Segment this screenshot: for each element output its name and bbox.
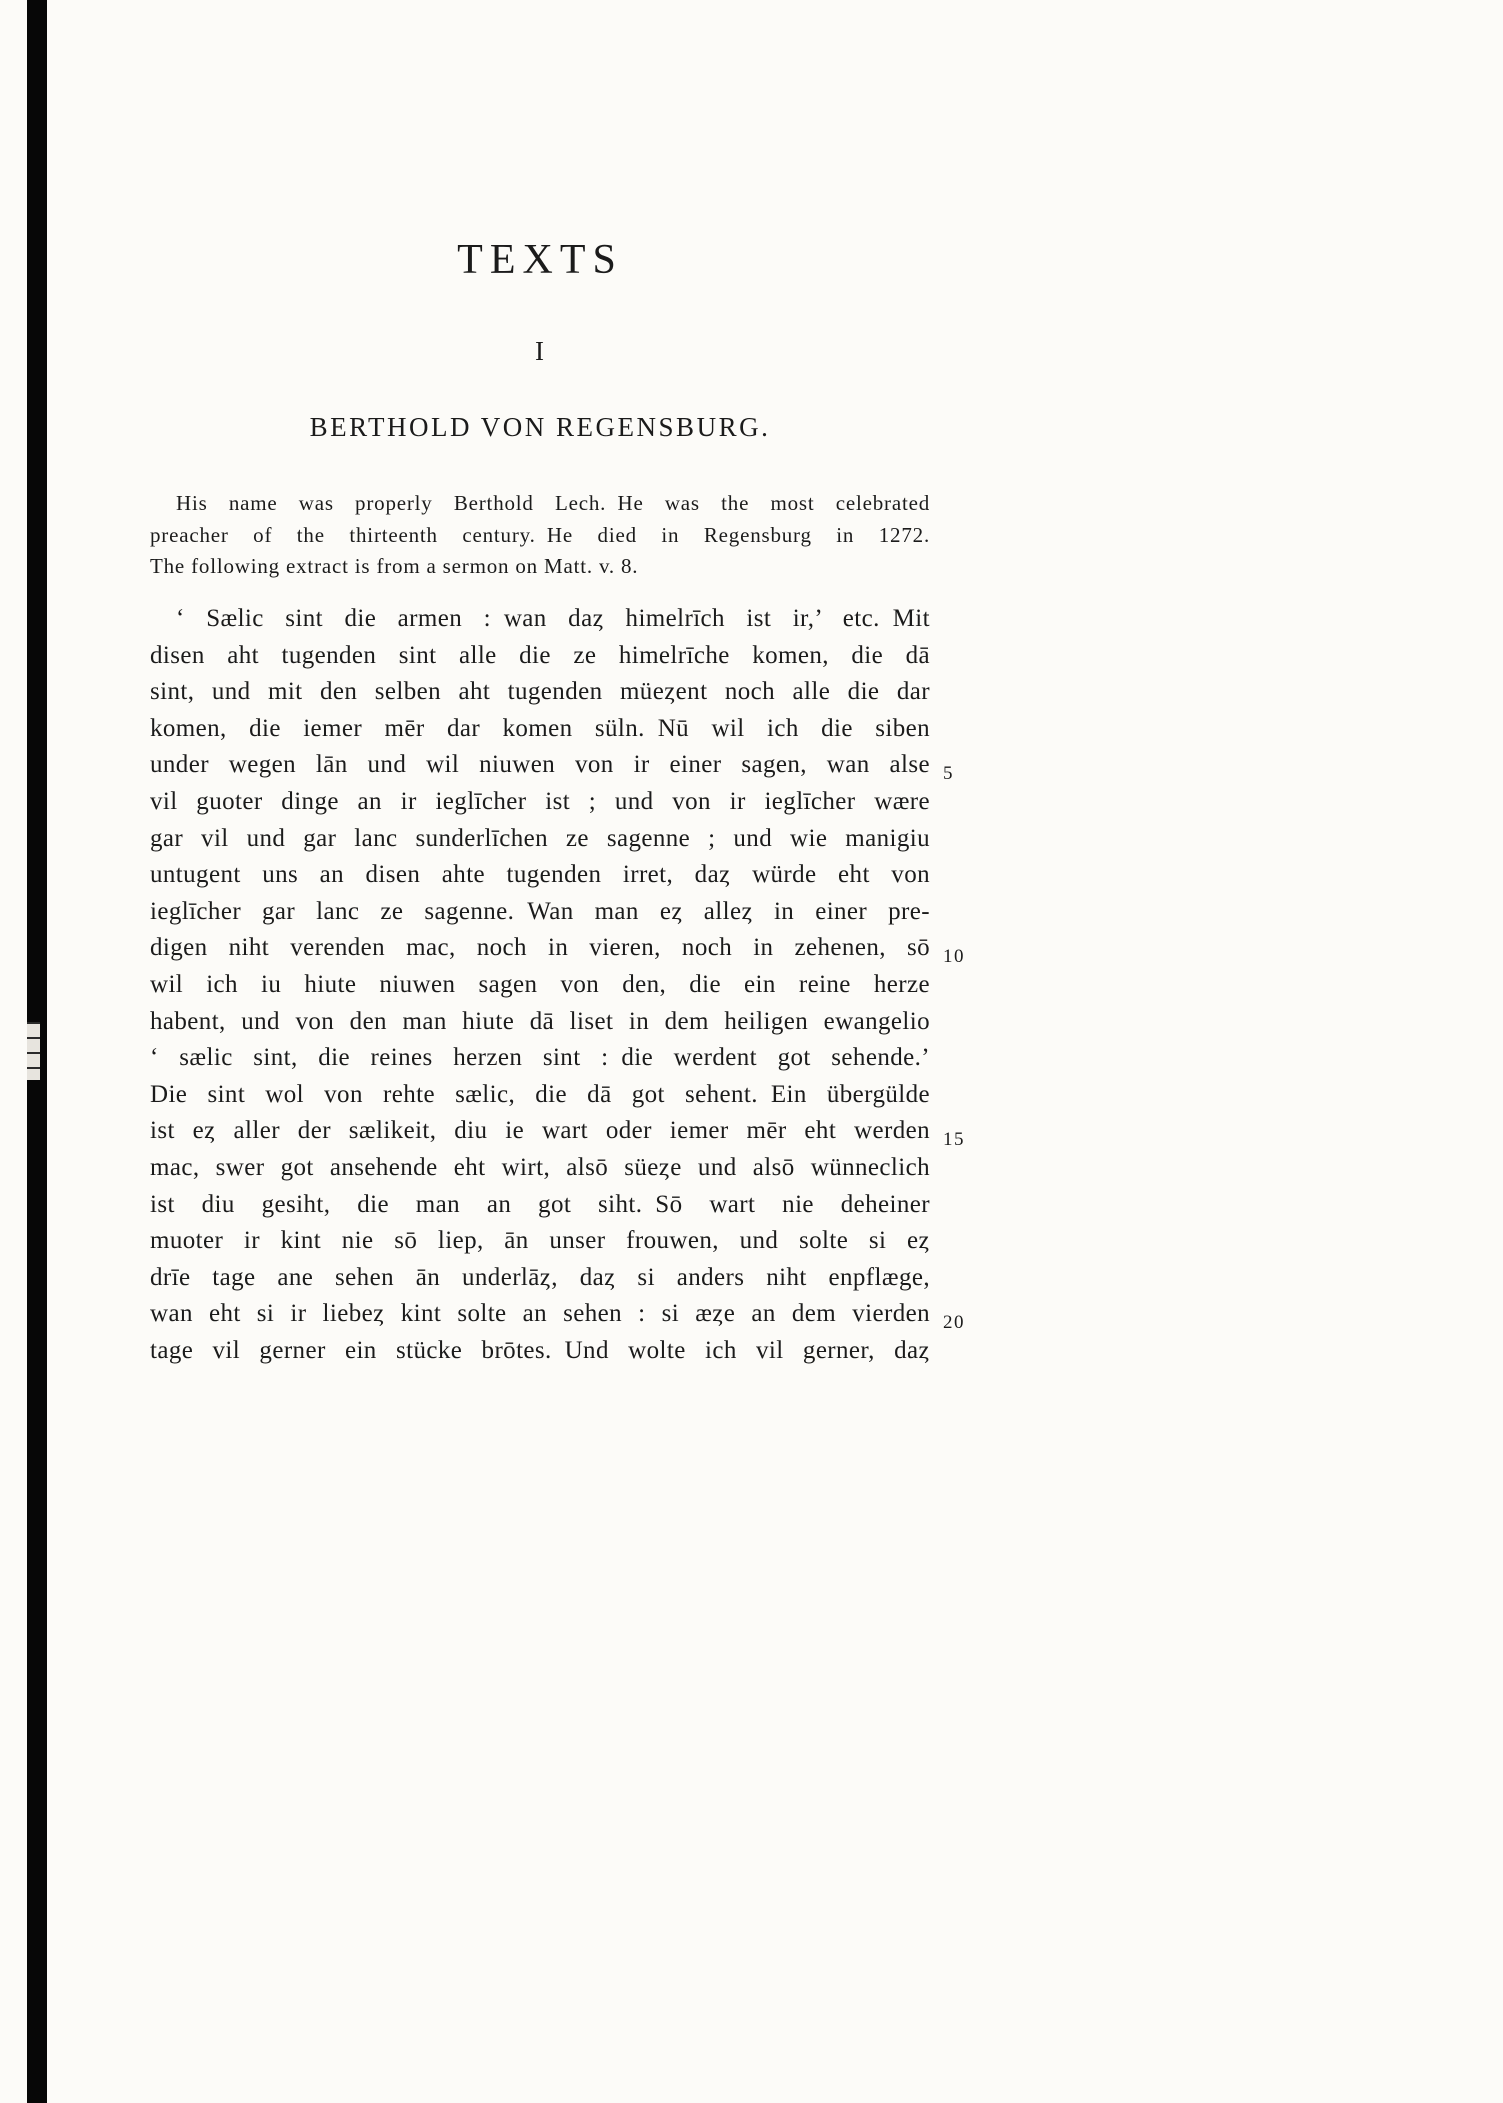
text-line [150,784,930,821]
text-line [150,1113,965,1151]
text-line [150,747,954,785]
text-line [150,674,930,711]
line-text: habent, und von den man hiute dā liset in dem heiligen ewangelio [150,1007,930,1035]
text-line [150,601,930,638]
line-number-marginal: 20 [943,1312,965,1334]
line-text: ‘ sælic sint, die reines herzen sint : die werdent got sehende.’ [150,1044,930,1072]
line-text: komen, die iemer mēr dar komen süln. Nū wil ich die siben [150,714,930,742]
text-line [150,967,930,1004]
line-number-marginal: 15 [943,1129,965,1151]
text-line [150,1260,930,1297]
line-text: wan eht si ir liebeȥ kint solte an sehen : si æȥe an dem vierden [150,1300,930,1328]
page-title: TEXTS [457,237,623,283]
text-line [150,894,930,931]
line-number-marginal: 10 [943,946,965,968]
line-text: muoter ir kint nie sō liep, ān unser frouwen, und solte si eȥ [150,1227,930,1255]
line-text: disen aht tugenden sint alle die ze himelrīche komen, die dā [150,641,930,669]
line-text: under wegen lān und wil niuwen von ir einer sagen, wan alse [150,751,930,779]
text-line [150,638,930,675]
text-line [150,1296,965,1334]
line-text: untugent uns an disen ahte tugenden irret, daȥ würde eht von [150,861,930,889]
text-line [150,821,930,858]
text-line [150,1333,930,1370]
line-text: sint, und mit den selben aht tugenden müeȥent noch alle die dar [150,678,930,706]
text-line [150,1223,930,1260]
line-text: ist diu gesiht, die man an got siht. Sō wart nie deheiner [150,1190,930,1218]
text-line [150,857,930,894]
line-text: drīe tage ane sehen ān underlāȥ, daȥ si anders niht enpflæge, [150,1263,930,1291]
text-line [150,1040,930,1077]
text-line [150,1077,930,1114]
intro-note [150,488,930,583]
line-text: digen niht verenden mac, noch in vieren, noch in zehenen, sō [150,934,930,962]
line-text: mac, swer got ansehende eht wirt, alsō süeȥe und alsō wünneclich [150,1153,930,1181]
line-text: tage vil gerner ein stücke brōtes. Und wolte ich vil gerner, daȥ [150,1336,930,1364]
scan-edge-notch [27,1022,40,1080]
line-text: ‘ Sælic sint die armen : wan daȥ himelrīch ist ir,’ etc. Mit [176,605,930,632]
chapter-heading: BERTHOLD VON REGENSBURG. [309,412,771,442]
intro-line: The following extract is from a sermon on Matt. v. 8. [150,554,639,578]
text-line [150,711,930,748]
intro-line: preacher of the thirteenth century. He died in Regensburg in 1272. [150,522,930,547]
intro-line: His name was properly Berthold Lech. He was the most celebrated [176,491,930,515]
text-line [150,930,965,968]
text-line [150,1187,930,1224]
text-line [150,1150,930,1187]
line-text: Die sint wol von rehte sælic, die dā got sehent. Ein übergülde [150,1080,930,1108]
line-text: gar vil und gar lanc sunderlīchen ze sagenne ; und wie manigiu [150,824,930,852]
body-text [150,601,965,1369]
line-number-marginal: 5 [943,763,954,785]
line-text: vil guoter dinge an ir ieglīcher ist ; und von ir ieglīcher wære [150,787,930,815]
section-number: I [535,336,545,366]
line-text: wil ich iu hiute niuwen sagen von den, die ein reine herze [150,970,930,998]
line-text: ist eȥ aller der sælikeit, diu ie wart oder iemer mēr eht werden [150,1117,930,1145]
text-line [150,1004,930,1041]
line-text: ieglīcher gar lanc ze sagenne. Wan man eȥ alleȥ in einer pre- [150,897,930,925]
